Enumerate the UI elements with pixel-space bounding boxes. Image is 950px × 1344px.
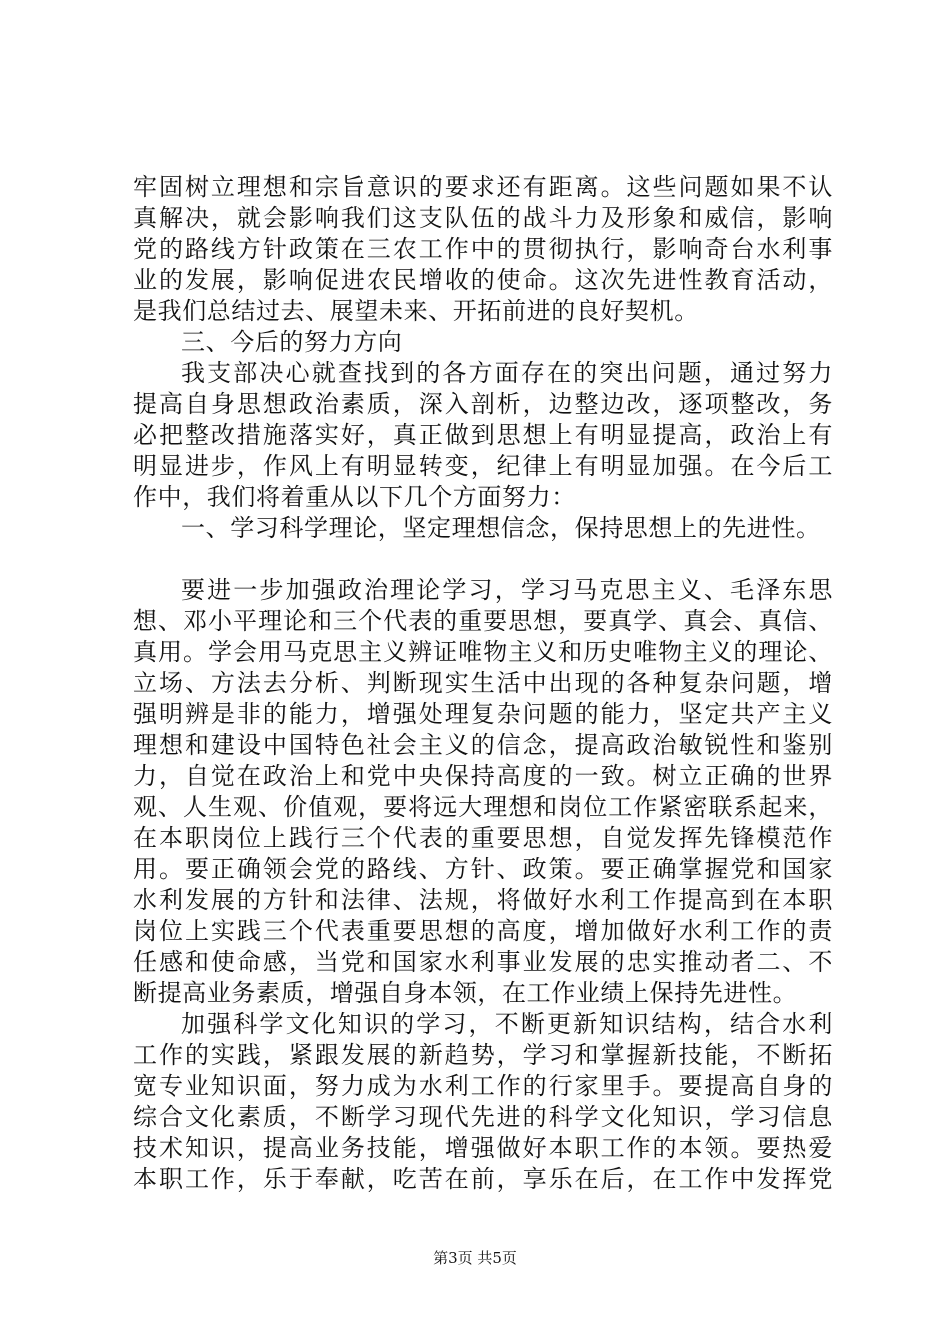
text-line: 要进一步加强政治理论学习，学习马克思主义、毛泽东思 (181, 576, 833, 604)
text-line: 宽专业知识面，努力成为水利工作的行家里手。要提高自身的 (133, 1072, 833, 1100)
text-line: 理想和建设中国特色社会主义的信念，提高政治敏锐性和鉴别 (133, 731, 833, 759)
paragraph (133, 575, 833, 1009)
heading-text: 一、学习科学理论，坚定理想信念，保持思想上的先进性。 (181, 514, 821, 542)
section-heading (133, 327, 833, 358)
text-line: 是我们总结过去、展望未来、开拓前进的良好契机。 (133, 297, 699, 325)
paragraph (133, 172, 833, 327)
text-line: 用。要正确领会党的路线、方针、政策。要正确掌握党和国家 (133, 855, 833, 883)
text-line: 力，自觉在政治上和党中央保持高度的一致。树立正确的世界 (133, 762, 833, 790)
text-line: 我支部决心就查找到的各方面存在的突出问题，通过努力 (181, 359, 833, 387)
text-line: 技术知识，提高业务技能，增强做好本职工作的本领。要热爱 (133, 1134, 833, 1162)
paragraph (133, 1009, 833, 1195)
text-line: 加强科学文化知识的学习，不断更新知识结构，结合水利 (181, 1010, 833, 1038)
text-line: 必把整改措施落实好，真正做到思想上有明显提高，政治上有 (133, 421, 833, 449)
text-line: 党的路线方针政策在三农工作中的贯彻执行，影响奇台水利事 (133, 235, 833, 263)
text-line: 断提高业务素质，增强自身本领，在工作业绩上保持先进性。 (133, 979, 798, 1007)
text-line: 立场、方法去分析、判断现实生活中出现的各种复杂问题，增 (133, 669, 833, 697)
text-line: 牢固树立理想和宗旨意识的要求还有距离。这些问题如果不认 (133, 173, 833, 201)
page-footer (0, 1247, 950, 1268)
text-line: 真解决，就会影响我们这支队伍的战斗力及形象和威信，影响 (133, 204, 833, 232)
text-line: 业的发展，影响促进农民增收的使命。这次先进性教育活动， (133, 266, 833, 294)
page-number: 第3页 共5页 (433, 1249, 517, 1267)
text-line: 观、人生观、价值观，要将远大理想和岗位工作紧密联系起来， (133, 793, 833, 821)
blank-line (133, 544, 833, 575)
text-line: 本职工作，乐于奉献，吃苦在前，享乐在后，在工作中发挥党 (133, 1165, 833, 1193)
section-heading (133, 513, 833, 544)
document-body (133, 172, 833, 1195)
text-line: 在本职岗位上践行三个代表的重要思想，自觉发挥先锋模范作 (133, 824, 833, 852)
heading-text: 三、今后的努力方向 (181, 328, 403, 356)
text-line: 岗位上实践三个代表重要思想的高度，增加做好水利工作的责 (133, 917, 833, 945)
text-line: 明显进步，作风上有明显转变，纪律上有明显加强。在今后工 (133, 452, 833, 480)
text-line: 想、邓小平理论和三个代表的重要思想，要真学、真会、真信、 (133, 607, 833, 635)
text-line: 提高自身思想政治素质，深入剖析，边整边改，逐项整改，务 (133, 390, 833, 418)
text-line: 作中，我们将着重从以下几个方面努力： (133, 483, 576, 511)
text-line: 真用。学会用马克思主义辨证唯物主义和历史唯物主义的理论、 (133, 638, 833, 666)
text-line: 水利发展的方针和法律、法规，将做好水利工作提高到在本职 (133, 886, 833, 914)
text-line: 强明辨是非的能力，增强处理复杂问题的能力，坚定共产主义 (133, 700, 833, 728)
paragraph (133, 358, 833, 513)
text-line: 综合文化素质，不断学习现代先进的科学文化知识，学习信息 (133, 1103, 833, 1131)
text-line: 任感和使命感，当党和国家水利事业发展的忠实推动者二、不 (133, 948, 833, 976)
text-line: 工作的实践，紧跟发展的新趋势，学习和掌握新技能，不断拓 (133, 1041, 833, 1069)
